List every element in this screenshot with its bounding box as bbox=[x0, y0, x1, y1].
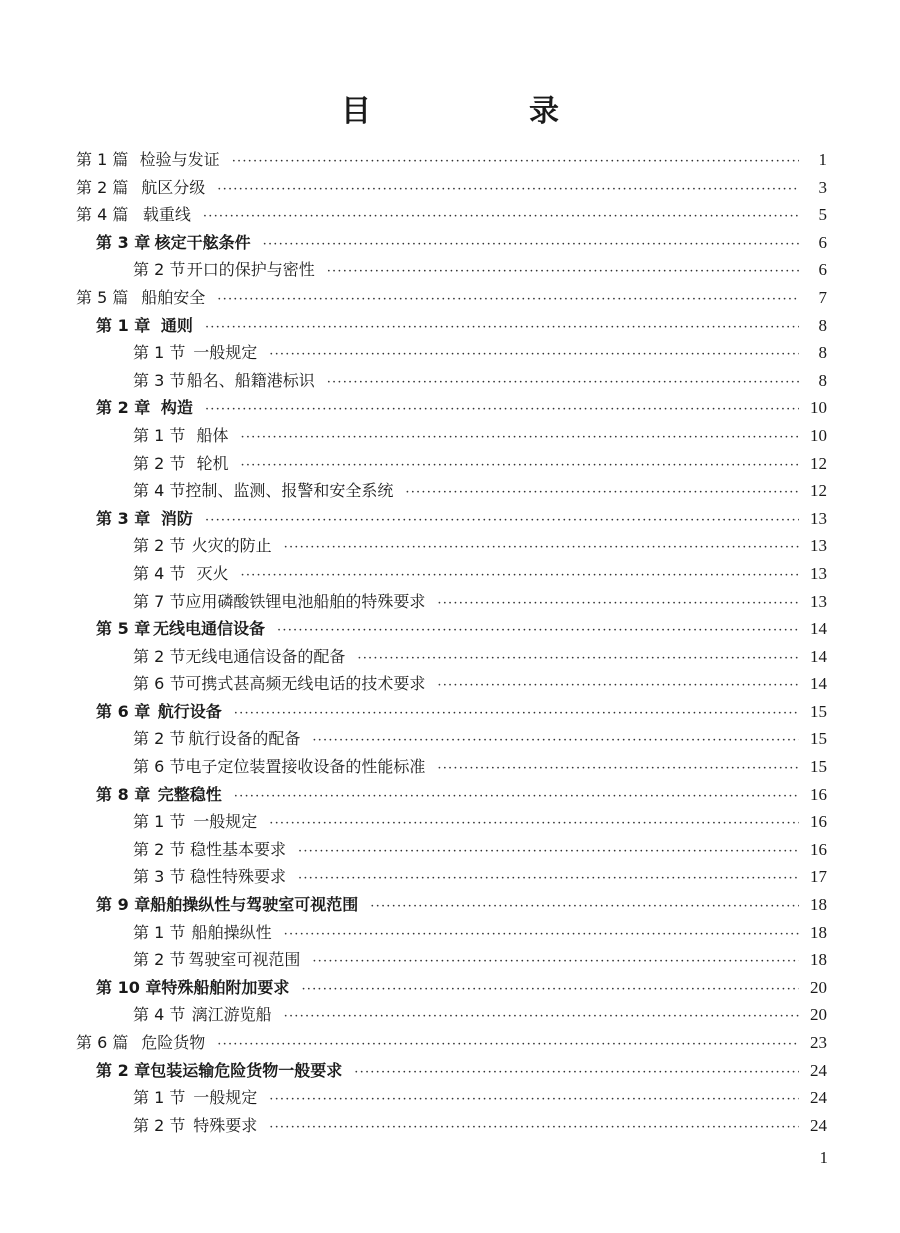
toc-entry-number: 第 3 章 bbox=[96, 508, 151, 528]
toc-entry-number: 第 6 节 bbox=[133, 674, 186, 694]
toc-entry-number: 第 5 章 bbox=[96, 619, 151, 639]
toc-entry-page: 20 bbox=[810, 1005, 827, 1025]
toc-entry-page: 7 bbox=[818, 287, 827, 307]
dot-leader bbox=[205, 507, 799, 535]
dot-leader bbox=[217, 286, 799, 314]
toc-entry-number: 第 4 节 bbox=[133, 1005, 186, 1025]
toc-entry-page: 13 bbox=[810, 508, 827, 528]
toc-entry-number: 第 1 篇 bbox=[76, 150, 129, 169]
toc-entry-number: 第 1 节 bbox=[133, 1088, 186, 1108]
toc-section-entry[interactable] bbox=[76, 367, 827, 395]
toc-entry-title: 无线电通信设备 bbox=[153, 619, 266, 639]
toc-entry-title: 航行设备 bbox=[157, 701, 222, 721]
toc-entry-title: 一般规定 bbox=[193, 812, 258, 832]
toc-section-entry[interactable] bbox=[76, 919, 827, 947]
toc-entry-number: 第 1 节 bbox=[133, 812, 186, 832]
toc-entry-page: 17 bbox=[810, 867, 827, 887]
toc-part-entry[interactable] bbox=[76, 146, 827, 174]
toc-chapter-entry[interactable] bbox=[76, 312, 827, 340]
toc-entry-page: 6 bbox=[818, 260, 827, 280]
dot-leader bbox=[277, 617, 799, 645]
toc-entry-page: 13 bbox=[810, 563, 827, 583]
toc-entry-number: 第 3 节 bbox=[133, 867, 186, 887]
toc-entry-number: 第 2 节 bbox=[133, 839, 186, 859]
toc-entry-page: 18 bbox=[810, 950, 827, 970]
toc-entry-page: 8 bbox=[818, 370, 827, 390]
toc-section-entry[interactable] bbox=[76, 477, 827, 505]
dot-leader bbox=[298, 865, 799, 893]
toc-chapter-entry[interactable] bbox=[76, 891, 827, 919]
toc-entry-page: 20 bbox=[810, 977, 827, 997]
dot-leader bbox=[205, 396, 799, 424]
toc-entry-number: 第 3 节 bbox=[133, 370, 186, 390]
toc-entry-page: 3 bbox=[818, 177, 827, 197]
dot-leader bbox=[437, 755, 799, 783]
dot-leader bbox=[234, 700, 799, 728]
toc-entry-page: 24 bbox=[810, 1060, 827, 1080]
toc-entry-title: 特殊船舶附加要求 bbox=[161, 977, 290, 997]
dot-leader bbox=[370, 893, 799, 921]
toc-entry-title: 可携式甚高频无线电话的技术要求 bbox=[185, 674, 426, 694]
toc-section-entry[interactable] bbox=[76, 753, 827, 781]
toc-entry-page: 10 bbox=[810, 398, 827, 418]
toc-part-entry[interactable] bbox=[76, 1029, 827, 1057]
toc-chapter-entry[interactable] bbox=[76, 229, 827, 257]
toc-entry-page: 24 bbox=[810, 1088, 827, 1108]
toc-entry-page: 6 bbox=[818, 232, 827, 252]
dot-leader bbox=[437, 590, 799, 618]
dot-leader bbox=[232, 148, 799, 176]
toc-entry-number: 第 10 章 bbox=[96, 977, 162, 997]
toc-entry-title: 驾驶室可视范围 bbox=[188, 950, 301, 970]
toc-section-entry[interactable] bbox=[76, 836, 827, 864]
toc-entry-number: 第 7 节 bbox=[133, 591, 186, 611]
dot-leader bbox=[284, 1003, 799, 1031]
dot-leader bbox=[241, 562, 799, 590]
toc-section-entry[interactable] bbox=[76, 532, 827, 560]
toc-entry-number: 第 4 篇 bbox=[76, 205, 129, 225]
dot-leader bbox=[312, 948, 799, 976]
toc-chapter-entry[interactable] bbox=[76, 615, 827, 643]
toc-entry-page: 13 bbox=[810, 591, 827, 611]
dot-leader bbox=[217, 1031, 799, 1059]
toc-entry-number: 第 3 章 bbox=[96, 232, 151, 252]
toc-part-entry[interactable] bbox=[76, 201, 827, 229]
page-title: 目 录 bbox=[341, 94, 623, 129]
dot-leader bbox=[234, 783, 799, 811]
toc-entry-title: 一般规定 bbox=[193, 343, 258, 363]
dot-leader bbox=[301, 976, 799, 1004]
toc-entry-title: 开口的保护与密性 bbox=[186, 260, 315, 280]
toc-entry-number: 第 2 章 bbox=[96, 398, 151, 418]
dot-leader bbox=[327, 258, 799, 286]
toc-section-entry[interactable] bbox=[76, 725, 827, 753]
toc-entry-page: 16 bbox=[810, 812, 827, 832]
toc-section-entry[interactable] bbox=[76, 670, 827, 698]
toc-entry-number: 第 9 章 bbox=[96, 895, 151, 915]
toc-entry-page: 23 bbox=[810, 1033, 827, 1052]
toc-entry-title: 船体 bbox=[196, 425, 229, 445]
dot-leader bbox=[298, 838, 799, 866]
dot-leader bbox=[327, 369, 799, 397]
toc-section-entry[interactable] bbox=[76, 450, 827, 478]
dot-leader bbox=[269, 1114, 799, 1142]
toc-entry-title: 轮机 bbox=[196, 453, 229, 473]
toc-chapter-entry[interactable] bbox=[76, 505, 827, 533]
toc-entry-number: 第 2 节 bbox=[133, 646, 186, 666]
toc-entry-page: 14 bbox=[810, 646, 827, 666]
toc-section-entry[interactable] bbox=[76, 560, 827, 588]
toc-section-entry[interactable] bbox=[76, 339, 827, 367]
toc-entry-title: 消防 bbox=[160, 508, 193, 528]
dot-leader bbox=[241, 424, 799, 452]
dot-leader bbox=[203, 203, 799, 231]
toc-section-entry[interactable] bbox=[76, 643, 827, 671]
toc-entry-title: 完整稳性 bbox=[157, 784, 222, 804]
toc-entry-title: 无线电通信设备的配备 bbox=[185, 646, 346, 666]
toc-entry-page: 12 bbox=[810, 453, 827, 473]
dot-leader bbox=[354, 1059, 799, 1087]
toc-entry-title: 核定干舷条件 bbox=[154, 232, 251, 252]
toc-entry-page: 14 bbox=[810, 674, 827, 694]
dot-leader bbox=[217, 176, 799, 204]
page-number: 1 bbox=[819, 1148, 828, 1167]
toc-entry-number: 第 2 节 bbox=[133, 536, 186, 556]
toc-entry-page: 15 bbox=[810, 701, 827, 721]
toc-entry-number: 第 2 节 bbox=[133, 950, 186, 970]
toc-entry-number: 第 1 章 bbox=[96, 315, 151, 335]
toc-entry-page: 16 bbox=[810, 839, 827, 859]
toc-part-entry[interactable] bbox=[76, 284, 827, 312]
toc-entry-title: 船舶安全 bbox=[141, 287, 206, 307]
toc-entry-title: 危险货物 bbox=[141, 1033, 206, 1052]
toc-section-entry[interactable] bbox=[76, 946, 827, 974]
toc-entry-page: 5 bbox=[818, 205, 827, 225]
toc-entry-title: 载重线 bbox=[142, 205, 191, 225]
dot-leader bbox=[284, 534, 799, 562]
toc-section-entry[interactable] bbox=[76, 1112, 827, 1140]
toc-entry-number: 第 2 篇 bbox=[76, 177, 129, 197]
toc-entry-number: 第 6 章 bbox=[96, 701, 151, 721]
toc-entry-page: 24 bbox=[810, 1115, 827, 1135]
toc-entry-title: 稳性基本要求 bbox=[189, 839, 286, 859]
toc-entry-page: 15 bbox=[810, 757, 827, 777]
toc-entry-title: 构造 bbox=[160, 398, 193, 418]
toc-entry-number: 第 1 节 bbox=[133, 425, 186, 445]
toc-entry-number: 第 1 节 bbox=[133, 343, 186, 363]
toc-section-entry[interactable] bbox=[76, 808, 827, 836]
toc-entry-title: 船舶操纵性 bbox=[191, 922, 272, 942]
toc-entry-number: 第 2 节 bbox=[133, 1115, 186, 1135]
dot-leader bbox=[357, 645, 799, 673]
toc-entry-title: 火灾的防止 bbox=[191, 536, 272, 556]
toc-chapter-entry[interactable] bbox=[76, 394, 827, 422]
dot-leader bbox=[269, 810, 799, 838]
toc-entry-number: 第 1 节 bbox=[133, 922, 186, 942]
toc-entry-page: 10 bbox=[810, 425, 827, 445]
toc-entry-number: 第 6 节 bbox=[133, 757, 186, 777]
toc-entry-number: 第 6 篇 bbox=[76, 1033, 129, 1052]
toc-entry-title: 控制、监测、报警和安全系统 bbox=[185, 481, 394, 501]
table-of-contents bbox=[76, 146, 827, 1139]
toc-entry-title: 检验与发证 bbox=[139, 150, 220, 169]
dot-leader bbox=[312, 727, 799, 755]
toc-entry-page: 15 bbox=[810, 729, 827, 749]
toc-entry-number: 第 4 节 bbox=[133, 563, 186, 583]
toc-chapter-entry[interactable] bbox=[76, 974, 827, 1002]
toc-section-entry[interactable] bbox=[76, 1084, 827, 1112]
toc-entry-title: 漓江游览船 bbox=[191, 1005, 272, 1025]
toc-entry-title: 电子定位装置接收设备的性能标准 bbox=[185, 757, 426, 777]
toc-entry-title: 航区分级 bbox=[141, 177, 206, 197]
toc-entry-page: 14 bbox=[810, 619, 827, 639]
toc-entry-title: 通则 bbox=[160, 315, 193, 335]
toc-entry-title: 稳性特殊要求 bbox=[189, 867, 286, 887]
toc-entry-number: 第 2 章 bbox=[96, 1060, 151, 1080]
toc-entry-title: 应用磷酸铁锂电池船舶的特殊要求 bbox=[185, 591, 426, 611]
toc-entry-title: 船名、船籍港标识 bbox=[186, 370, 315, 390]
dot-leader bbox=[241, 452, 799, 480]
toc-entry-page: 1 bbox=[818, 150, 827, 169]
toc-entry-number: 第 2 节 bbox=[133, 453, 186, 473]
toc-entry-title: 特殊要求 bbox=[193, 1115, 258, 1135]
toc-entry-page: 13 bbox=[810, 536, 827, 556]
toc-chapter-entry[interactable] bbox=[76, 698, 827, 726]
toc-entry-title: 航行设备的配备 bbox=[188, 729, 301, 749]
dot-leader bbox=[437, 672, 799, 700]
toc-chapter-entry[interactable] bbox=[76, 1057, 827, 1085]
toc-section-entry[interactable] bbox=[76, 256, 827, 284]
toc-entry-page: 8 bbox=[818, 343, 827, 363]
toc-entry-title: 包装运输危险货物一般要求 bbox=[150, 1060, 343, 1080]
dot-leader bbox=[405, 479, 799, 507]
dot-leader bbox=[269, 1086, 799, 1114]
toc-entry-page: 8 bbox=[818, 315, 827, 335]
dot-leader bbox=[269, 341, 799, 369]
toc-entry-page: 18 bbox=[810, 895, 827, 915]
toc-entry-page: 16 bbox=[810, 784, 827, 804]
dot-leader bbox=[205, 314, 799, 342]
toc-entry-number: 第 8 章 bbox=[96, 784, 151, 804]
toc-section-entry[interactable] bbox=[76, 588, 827, 616]
toc-entry-number: 第 2 节 bbox=[133, 729, 186, 749]
toc-entry-number: 第 4 节 bbox=[133, 481, 186, 501]
toc-section-entry[interactable] bbox=[76, 863, 827, 891]
toc-entry-title: 船舶操纵性与驾驶室可视范围 bbox=[150, 895, 359, 915]
toc-entry-page: 18 bbox=[810, 922, 827, 942]
dot-leader bbox=[284, 921, 799, 949]
toc-entry-title: 一般规定 bbox=[193, 1088, 258, 1108]
toc-chapter-entry[interactable] bbox=[76, 781, 827, 809]
toc-entry-number: 第 5 篇 bbox=[76, 287, 129, 307]
dot-leader bbox=[263, 231, 799, 259]
toc-section-entry[interactable] bbox=[76, 422, 827, 450]
toc-entry-number: 第 2 节 bbox=[133, 260, 186, 280]
toc-part-entry[interactable] bbox=[76, 174, 827, 202]
toc-entry-title: 灭火 bbox=[196, 563, 229, 583]
toc-entry-page: 12 bbox=[810, 481, 827, 501]
toc-section-entry[interactable] bbox=[76, 1001, 827, 1029]
